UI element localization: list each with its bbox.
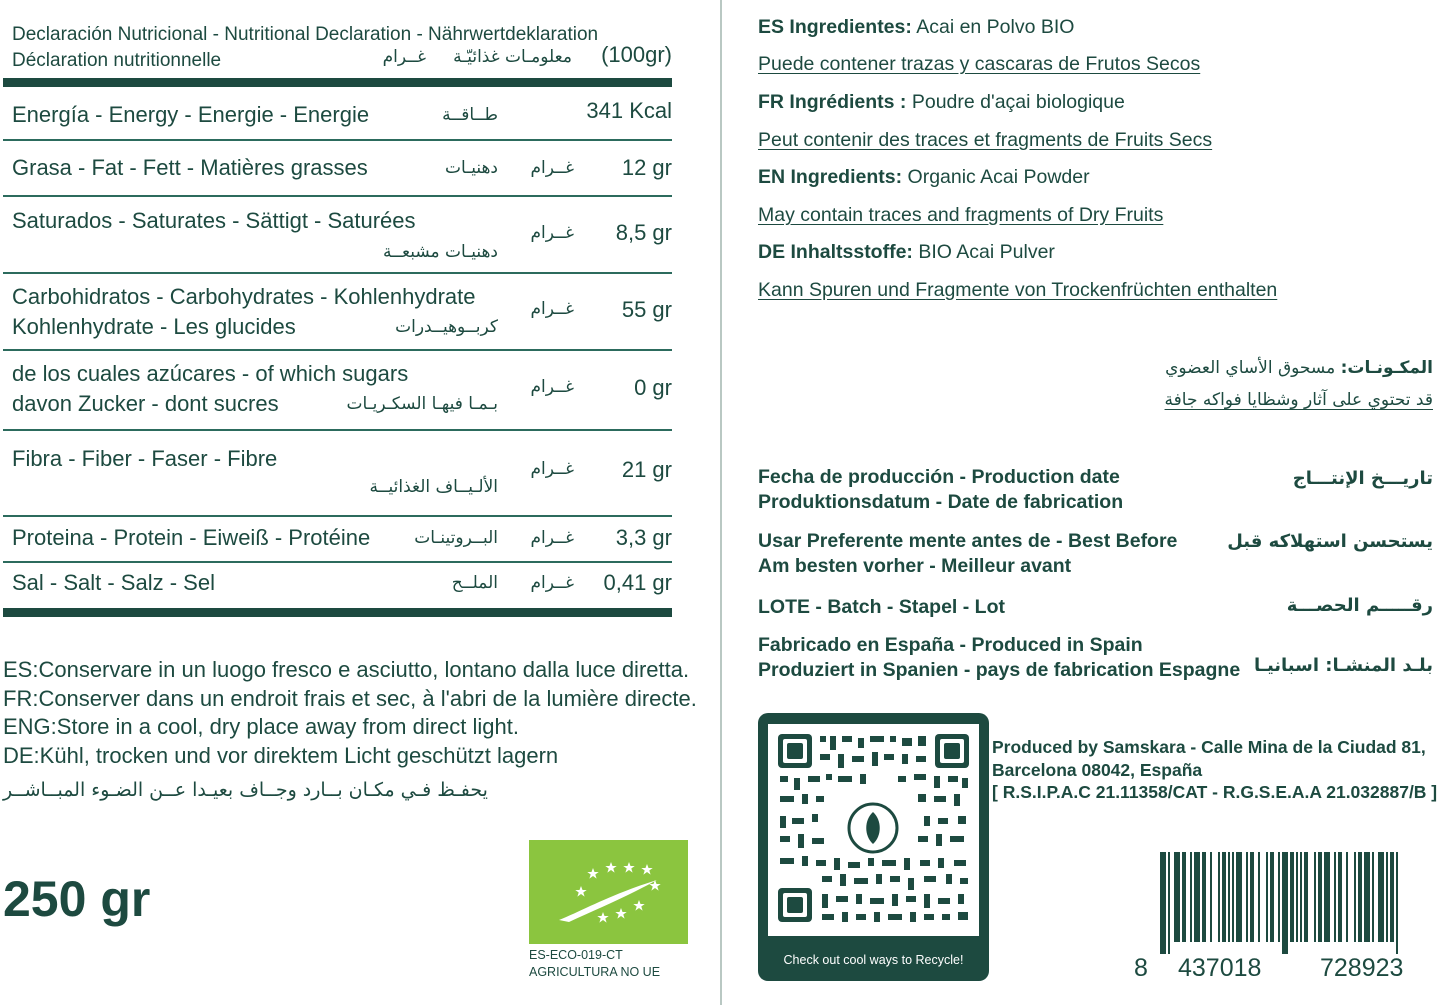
- info-production-date: [758, 465, 1228, 515]
- barcode-bar: [1190, 852, 1192, 942]
- barcode-bar: [1390, 852, 1394, 942]
- nutrition-title-line1: Declaración Nutricional - Nutritional Declaration - Nährwertdeklaration: [12, 24, 599, 45]
- nutrition-row-fat: [12, 150, 672, 192]
- barcode-bar: [1202, 852, 1206, 942]
- info-batch: [758, 595, 1228, 620]
- barcode-bar: [1318, 852, 1322, 942]
- barcode-bar: [1174, 852, 1180, 942]
- barcode-bar: [1386, 852, 1388, 942]
- info-line2: Am besten vorher - Meilleur avant: [758, 555, 1072, 577]
- nutrition-top-bar: [3, 78, 672, 87]
- barcode-bar: [1228, 852, 1230, 942]
- qr-code[interactable]: [768, 724, 979, 936]
- eu-code-line2: AGRICULTURA NO UE: [529, 965, 661, 979]
- nutrient-gram-arabic: غــرام: [530, 528, 574, 548]
- barcode-bar: [1236, 852, 1242, 942]
- barcode-bar: [1182, 852, 1186, 942]
- nutrient-gram-arabic: غــرام: [530, 459, 574, 479]
- row-divider: [3, 272, 672, 274]
- barcode-bar: [1378, 852, 1384, 942]
- nutrition-row-carbohydrates: [12, 282, 672, 344]
- eu-leaf-stars-icon: [529, 840, 688, 944]
- allergen-en: May contain traces and fragments of Dry Fruits: [758, 204, 1164, 226]
- barcode-bars: [1130, 848, 1435, 954]
- barcode-bar: [1250, 852, 1254, 942]
- nutrition-row-fiber: [12, 444, 672, 506]
- info-line2: Produktionsdatum - Date de fabrication: [758, 491, 1124, 513]
- net-weight: 250 gr: [3, 871, 151, 927]
- column-divider: [720, 0, 722, 1005]
- nutrient-gram-arabic: غــرام: [530, 377, 574, 397]
- nutrient-gram-arabic: غــرام: [530, 158, 574, 178]
- nutrient-value: 3,3 gr: [615, 525, 672, 550]
- barcode-bar: [1314, 852, 1316, 942]
- eu-organic-code: [529, 947, 660, 981]
- barcode-bar: [1278, 852, 1280, 942]
- storage-instructions: [3, 656, 715, 805]
- info-line1: Usar Preferente mente antes de - Best Before: [758, 530, 1178, 552]
- row-divider: [3, 561, 672, 563]
- barcode-bar: [1354, 852, 1356, 942]
- barcode-digits-group1: 437018: [1178, 954, 1262, 982]
- ingredients-es: ES Ingredientes: Acai en Polvo BIO: [758, 16, 1075, 38]
- nutrition-bottom-bar: [3, 608, 672, 617]
- allergen-de: Kann Spuren und Fragmente von Trockenfrüchten enthalten: [758, 279, 1278, 301]
- eu-organic-logo: [529, 840, 688, 944]
- nutrition-row-saturates: [12, 203, 672, 267]
- row-divider: [3, 195, 672, 197]
- barcode-bar: [1270, 852, 1274, 942]
- nutrient-label-line2: Kohlenhydrate - Les glucides: [12, 314, 296, 339]
- nutrient-arabic: دهنيـات: [445, 158, 498, 178]
- storage-de: DE:Kühl, trocken und vor direktem Licht geschützt lagern: [3, 742, 559, 768]
- nutrient-label: de los cuales azúcares - of which sugars: [12, 361, 409, 386]
- nutrient-label: Energía - Energy - Energie - Energie: [12, 102, 370, 127]
- barcode-bar: [1282, 852, 1288, 954]
- ingredients-fr: FR Ingrédients : Poudre d'açai biologique: [758, 91, 1125, 113]
- nutrition-row-protein: [12, 523, 672, 557]
- barcode-bar: [1290, 852, 1294, 942]
- nutrition-unit: (100gr): [601, 42, 672, 67]
- nutrient-arabic: بـمـا فيهـا السكـريـات: [346, 394, 498, 414]
- barcode-bar: [1218, 852, 1220, 942]
- barcode-bar: [1358, 852, 1362, 942]
- barcode: [1130, 848, 1435, 982]
- info-line1: Fecha de producción - Production date: [758, 466, 1120, 488]
- row-divider: [3, 515, 672, 517]
- nutrient-label: Carbohidratos - Carbohydrates - Kohlenhydrate: [12, 284, 476, 309]
- nutrition-title-arabic: معلومـات غذائيّـة غــرام: [382, 47, 572, 67]
- producer-line1: Produced by Samskara - Calle Mina de la Ciudad 81,: [992, 737, 1426, 757]
- barcode-bar: [1346, 852, 1348, 942]
- nutrient-gram-arabic: غــرام: [530, 223, 574, 243]
- producer-registry: [ R.S.I.P.A.C 21.11358/CAT - R.G.S.E.A.A 21.032887/B ]: [992, 782, 1438, 802]
- info-origin: [758, 633, 1241, 683]
- info-origin-ar: بلـد المنشـا: اسبانيـا: [1254, 655, 1433, 676]
- info-line2: Produziert in Spanien - pays de fabrication Espagne: [758, 659, 1241, 681]
- barcode-bar: [1364, 852, 1370, 942]
- nutrient-value: 55 gr: [621, 297, 672, 322]
- eu-code-line1: ES-ECO-019-CT: [529, 948, 623, 962]
- nutrient-arabic: كربــوهيــدرات: [395, 317, 498, 337]
- nutrition-header: [12, 22, 672, 72]
- nutrient-value: 0,41 gr: [603, 570, 672, 595]
- barcode-digit-first: 8: [1134, 954, 1148, 982]
- nutrient-gram-arabic: غــرام: [530, 299, 574, 319]
- nutrition-title-line2: Déclaration nutritionnelle: [12, 50, 222, 71]
- barcode-bar: [1304, 852, 1308, 942]
- barcode-bar: [1338, 852, 1342, 942]
- barcode-bar: [1324, 852, 1330, 942]
- info-batch-ar: رقـــــم الحصـــة: [1286, 595, 1433, 616]
- barcode-digits-group2: 728923: [1320, 954, 1404, 982]
- qr-code-icon: [768, 724, 979, 936]
- barcode-bar: [1160, 852, 1166, 954]
- storage-ar: يحفـظ فـي مكـان بــارد وجــاف بعيـدا عــن الضـوء المبــاشــر: [3, 779, 488, 801]
- barcode-bar: [1372, 852, 1374, 942]
- barcode-bar: [1210, 852, 1212, 942]
- qr-caption: Check out cool ways to Recycle!: [783, 953, 964, 967]
- info-line1: Fabricado en España - Produced in Spain: [758, 634, 1143, 656]
- barcode-bar: [1232, 852, 1234, 942]
- barcode-bar: [1194, 852, 1200, 942]
- barcode-bar: [1296, 852, 1298, 942]
- nutrient-gram-arabic: غــرام: [530, 573, 574, 593]
- storage-fr: FR:Conserver dans un endroit frais et sec, à l'abri de la lumière directe.: [3, 685, 697, 711]
- row-divider: [3, 429, 672, 431]
- ingredients-de: DE Inhaltsstoffe: BIO Acai Pulver: [758, 241, 1055, 263]
- row-divider: [3, 139, 672, 141]
- nutrient-label: Sal - Salt - Salz - Sel: [12, 570, 215, 595]
- nutrient-value: 12 gr: [621, 155, 672, 180]
- nutrient-arabic: الملــح: [451, 573, 498, 593]
- nutrient-value: 8,5 gr: [615, 220, 672, 245]
- barcode-bar: [1266, 852, 1268, 942]
- barcode-bar: [1396, 852, 1398, 954]
- ingredients-en: EN Ingredients: Organic Acai Powder: [758, 166, 1090, 188]
- info-line1: LOTE - Batch - Stapel - Lot: [758, 596, 1005, 618]
- allergen-es: Puede contener trazas y cascaras de Frutos Secos: [758, 53, 1201, 75]
- barcode-bar: [1258, 852, 1260, 942]
- nutrient-arabic: دهنيـات مشبعــة: [382, 242, 498, 262]
- nutrient-label: Saturados - Saturates - Sättigt - Saturées: [12, 208, 416, 233]
- nutrition-row-energy: [12, 96, 672, 138]
- info-best-before: [758, 529, 1228, 579]
- row-divider: [3, 349, 672, 351]
- barcode-bar: [1222, 852, 1226, 942]
- producer-line2: Barcelona 08042, España: [992, 759, 1203, 780]
- info-production-date-ar: تاريـــخ الإنتـــاج: [1292, 468, 1433, 489]
- barcode-bar: [1334, 852, 1336, 942]
- info-best-before-ar: يستحسن استهلاكه قبل: [1227, 531, 1433, 552]
- nutrient-arabic: البــروتينـات: [414, 528, 498, 548]
- nutrient-label: Fibra - Fiber - Faser - Fibre: [12, 446, 278, 471]
- nutrition-row-sugars: [12, 359, 672, 421]
- nutrient-arabic: طــاقــة: [442, 105, 498, 125]
- nutrient-label: Proteina - Protein - Eiweiß - Protéine: [12, 525, 371, 550]
- storage-en: ENG:Store in a cool, dry place away from direct light.: [3, 714, 519, 739]
- storage-es: ES:Conservare in un luogo fresco e asciutto, lontano dalla luce diretta.: [3, 657, 690, 682]
- nutrient-value: 21 gr: [621, 457, 672, 482]
- nutrient-label-line2: davon Zucker - dont sucres: [12, 391, 279, 416]
- barcode-bar: [1300, 852, 1302, 942]
- barcode-bar: [1246, 852, 1248, 942]
- producer-info: [992, 736, 1437, 804]
- nutrient-label: Grasa - Fat - Fett - Matières grasses: [12, 155, 368, 180]
- allergen-ar: قد تحتوي على آثار وشظايا فواكه جافة: [1164, 390, 1433, 410]
- ingredients-ar: المكـونـات: مسحوق الأساي العضوي: [1165, 358, 1433, 378]
- nutrient-value: 341 Kcal: [586, 98, 672, 123]
- nutrient-value: 0 gr: [634, 375, 672, 400]
- nutrition-row-salt: [12, 568, 672, 602]
- allergen-fr: Peut contenir des traces et fragments de Fruits Secs: [758, 129, 1213, 151]
- nutrient-arabic: الألـيــاف الغذائيــة: [369, 477, 498, 497]
- barcode-bar: [1168, 852, 1170, 954]
